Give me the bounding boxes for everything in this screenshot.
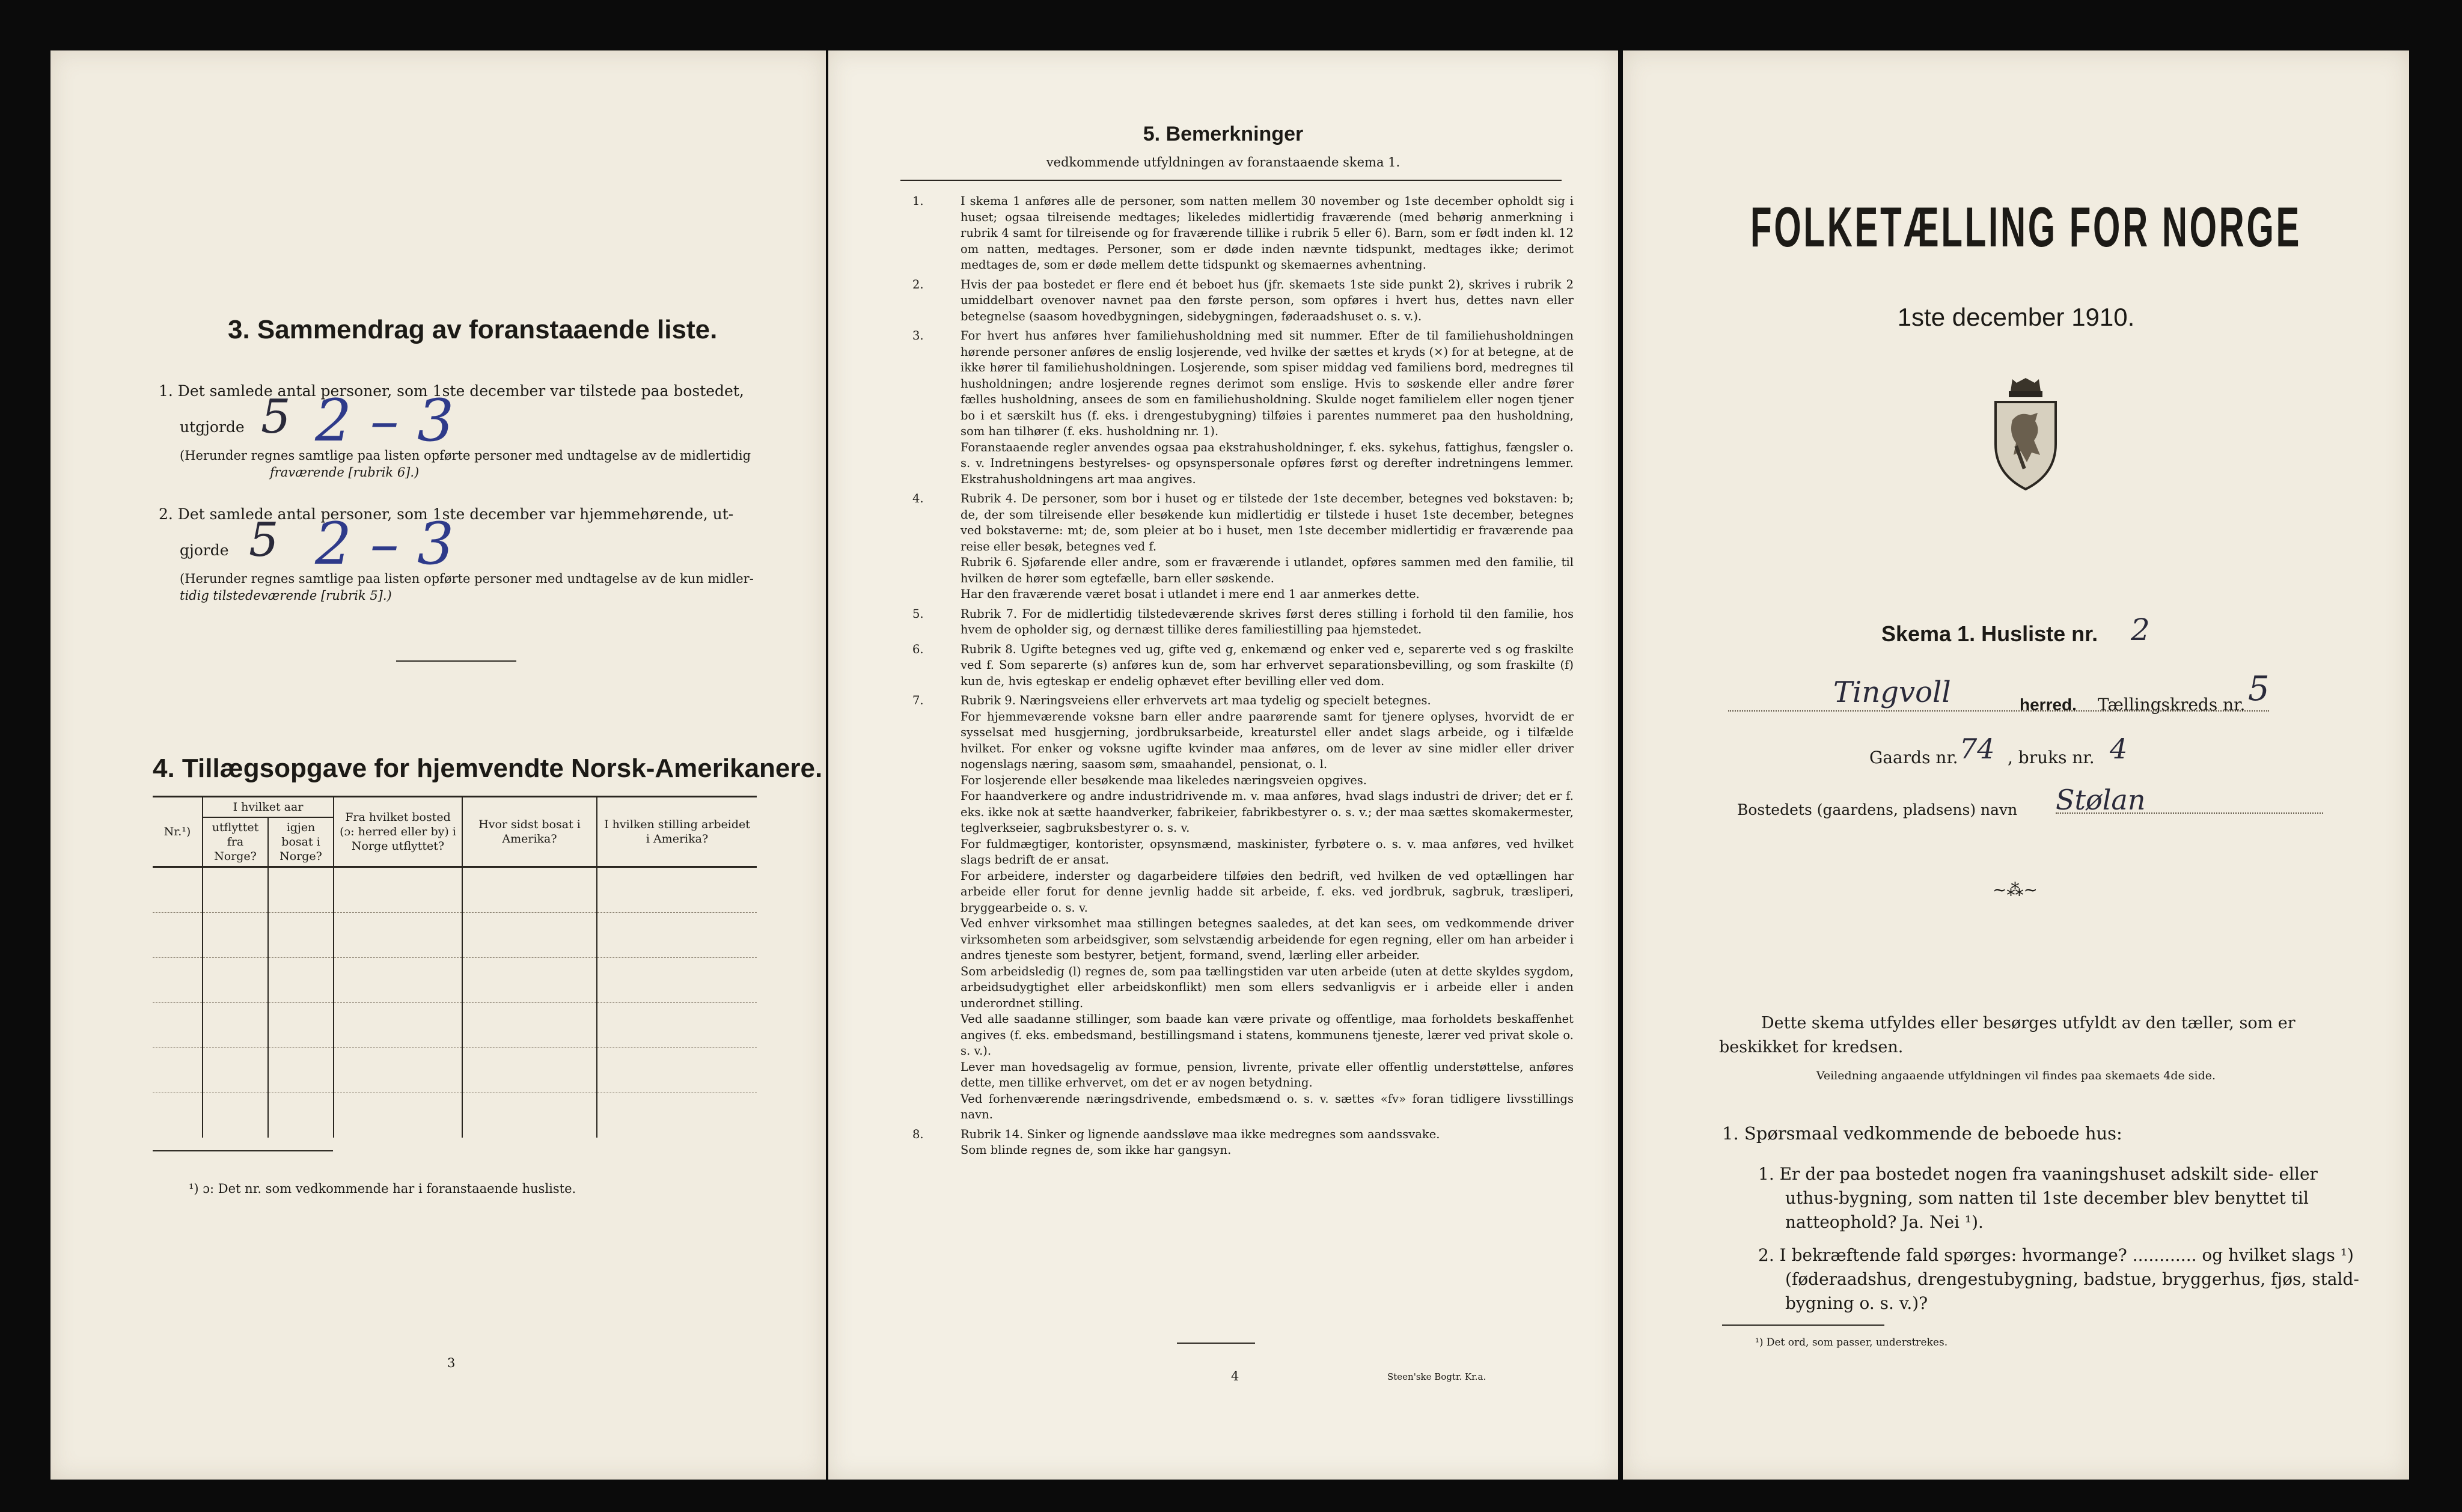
remark-text: Rubrik 8. Ugifte betegnes ved ug, gifte ved g, enkemænd og enker ved e, separerte ved s og fraskilte ved f. Som separerte (s) anføres kun de, som har erhvervet separationsbevilling, og som fraskilte (f) kun de, hvis egteskap er endelig ophævet efter bevilling eller ved dom. (961, 642, 1574, 688)
remark-text: I skema 1 anføres alle de personer, som natten mellem 30 november og 1ste december opholdt sig i huset; ogsaa tilreisende medtages; likeledes midlertidig fraværende (med behørig anmerkning i rubrik 4 samt for tilreisende og for fraværende tillike i rubrik 5 eller 6). Barn, som er født inden kl. 12 om natten, medtages. Personer, som er døde inden nævnte tidspunkt, medtages ikke; derimot medtages de, som er døde mellem dette tidspunkt og skemaernes avhentning. (961, 194, 1574, 272)
remark-number: 7. (912, 694, 924, 707)
ornament-divider: ~⁂~ (1993, 880, 2038, 900)
q1-2-line-b: (føderaadshus, drengestubygning, badstue, bryggerhus, fjøs, stald- (1785, 1269, 2359, 1289)
census-title: FOLKETÆLLING FOR NORGE (1750, 195, 2302, 258)
q1-1-line-a: 1. Er der paa bostedet nogen fra vaaningshuset adskilt side- eller (1758, 1164, 2318, 1184)
table-row (153, 1093, 757, 1138)
s3-item1-note-b: fraværende [rubrik 6].) (270, 465, 420, 480)
remark-item (912, 491, 1574, 603)
remark-text: Rubrik 9. Næringsveiens eller erhvervets art maa tydelig og specielt betegnes. For hjemmeværende voksne barn eller andre paarørende samt for tjenere oplyses, hvorvidt de er sysselsat med husgjerning, jordbruksarbeide, kreaturstel eller andet slags arbeide, og i tilfælde hvilket. For enker og voksne ugifte kvinder maa anføres, om de lever av sine midler eller driver nogenslags næring, saasom søm, smaahandel, pensionat, o. l. For losjerende eller besøkende maa likeledes næringsveien opgives. For haandverkere og andre industridrivende m. v. maa anføres, hvad slags industri de driver; det er f. eks. ikke nok at sætte haandverker, fabrikeier, fabrikbestyrer o. s. v.; der maa sættes skomakermester, teglverkseier, sagbruksbestyrer o. s. v. For fuldmægtiger, kontorister, opsynsmænd, maskinister, fyrbøtere o. s. v. maa anføres, ved hvilket slags bedrift de er ansat. For arbeidere, inderster og dagarbeidere tilføies den bedrift, ved hvilken de ved optællingen har arbeide eller forut for denne jevnlig hadde sit arbeide, f. eks. ved jordbruk, sagbruk, træsliperi, bryggearbeide o. s. v. Ved enhver virksomhet maa stillingen betegnes saaledes, at det kan sees, om vedkommende driver virksomheten som arbeidsgiver, som selvstændig arbeidende for egen regning, eller om han arbeider i andres tjeneste som bestyrer, betjent, formand, svend, lærling eller arbeider. Som arbeidsledig (l) regnes de, som paa tællingstiden var uten arbeide (uten at dette skyldes sygdom, arbeidsudygtighet eller arbeidskonflikt) men som ellers sedvanligvis er i arbeide eller i anden underordnet stilling. Ved alle saadanne stillinger, som baade kan være private og offentlige, maa forholdets beskaffenhet angives (f. eks. embedsmand, bestillingsmand i statens, kommunens tjeneste, lærer ved privat skole o. s. v.). Lever man hovedsagelig av formue, pension, livrente, private eller offentlig understøttelse, anføres dette, men tillike erhvervet, om det er av nogen betydning. Ved forhenværende næringsdrivende, embedsmænd o. s. v. sættes «fv» foran tidligere livsstillings navn. (961, 694, 1574, 1121)
gaards-value: 74 (1960, 733, 1995, 765)
remarks-subtitle: vedkommende utfyldningen av foranstaaende skema 1. (1046, 155, 1401, 169)
remark-item (912, 606, 1574, 638)
remark-item (912, 194, 1574, 273)
col-stilling: I hvilken stilling arbeidet i Amerika? (597, 797, 757, 866)
remark-item (912, 642, 1574, 690)
intro-note: Veiledning angaaende utfyldningen vil findes paa skemaets 4de side. (1816, 1069, 2216, 1082)
printer-mark: Steen'ske Bogtr. Kr.a. (1387, 1371, 1486, 1382)
s3-item2-note (180, 570, 817, 604)
s3-item2-hand: 2 – 3 (315, 510, 454, 578)
section-3-title: 3. Sammendrag av foranstaaende liste. (228, 315, 718, 344)
s3-item1-note (180, 447, 817, 481)
page-1-cover (1623, 50, 2409, 1480)
table-row (153, 958, 757, 1003)
s3-item1-hand: 2 – 3 (315, 387, 454, 454)
q1-1-line-b: uthus-bygning, som natten til 1ste december blev benyttet til (1785, 1188, 2309, 1208)
remark-number: 2. (912, 277, 924, 291)
q1-1-line-c: natteophold? Ja. Nei ¹). (1785, 1212, 1984, 1232)
footnote-rule (1722, 1325, 1884, 1326)
s3-item2-note-b: tidig tilstedeværende [rubrik 5].) (180, 588, 392, 603)
s3-item1-text: 1. Det samlede antal personer, som 1ste december var tilstede paa bostedet, (159, 382, 744, 400)
bruks-label: , bruks nr. (2008, 748, 2095, 767)
remark-number: 8. (912, 1127, 924, 1141)
footnote-rule (153, 1150, 333, 1151)
question-1-title: 1. Spørsmaal vedkommende de beboede hus: (1722, 1123, 2122, 1144)
intro-line-b: beskikket for kredsen. (1719, 1038, 1904, 1056)
remark-number: 6. (912, 642, 924, 656)
remark-number: 3. (912, 329, 924, 343)
table-row (153, 913, 757, 958)
remarks-rule (900, 180, 1562, 181)
col-nr: Nr.¹) (163, 825, 191, 838)
page-3 (50, 50, 826, 1480)
footnote: ¹) ɔ: Det nr. som vedkommende har i foranstaaende husliste. (189, 1181, 576, 1196)
table-row (153, 1003, 757, 1048)
remark-text: Rubrik 7. For de midlertidig tilstedeværende skrives først deres stilling i forhold til den familie, hos hvem de opholder sig, og dernæst tillike deres familiestilling paa hjemstedet. (961, 606, 1574, 636)
question-1-2 (1758, 1243, 2389, 1315)
remark-item (912, 1127, 1574, 1159)
herred-value: Tingvoll (1833, 675, 1951, 709)
section-4-title: 4. Tillægsopgave for hjemvendte Norsk-Amerikanere. (153, 754, 823, 783)
page-number: 3 (447, 1356, 456, 1370)
gaards-label: Gaards nr. (1869, 748, 1958, 767)
remark-item (912, 693, 1574, 1123)
norsk-amerikanere-table (153, 797, 757, 1138)
remark-item (912, 328, 1574, 487)
footnote: ¹) Det ord, som passer, understrekes. (1755, 1337, 1948, 1349)
s3-item2-text: 2. Det samlede antal personer, som 1ste december var hjemmehørende, ut- (159, 505, 734, 523)
remarks-end-rule (1177, 1343, 1255, 1344)
divider (396, 660, 516, 662)
remark-text: Rubrik 14. Sinker og lignende aandssløve maa ikke medregnes som aandssvake. Som blinde regnes de, som ikke har gangsyn. (961, 1127, 1440, 1157)
skema-label: Skema 1. Husliste nr. (1881, 621, 2098, 646)
s3-item1-value: 5 (261, 390, 291, 444)
question-1-1 (1758, 1162, 2389, 1234)
s3-item2-label: gjorde (180, 541, 229, 559)
q1-2-line-a: 2. I bekræftende fald spørges: hvormange? ............ og hvilket slags ¹) (1758, 1245, 2354, 1265)
remark-item (912, 277, 1574, 325)
table-row (153, 1048, 757, 1093)
remarks-title: 5. Bemerkninger (1143, 123, 1304, 145)
col-utflyttet: utflyttet fra Norge? (203, 817, 268, 866)
kreds-value: 5 (2248, 669, 2270, 709)
bosted-value: Stølan (2056, 784, 2146, 816)
s3-item1-label: utgjorde (180, 418, 245, 436)
col-fra-bosted: Fra hvilket bosted (ɔ: herred eller by) i Norge utflyttet? (334, 797, 462, 866)
q1-2-line-c: bygning o. s. v.)? (1785, 1293, 1928, 1313)
remark-number: 1. (912, 194, 924, 208)
bruks-value: 4 (2110, 733, 2128, 765)
remark-number: 5. (912, 606, 924, 621)
page-4 (828, 50, 1618, 1480)
table-row (153, 867, 757, 913)
bosted-label: Bostedets (gaardens, pladsens) navn (1737, 801, 2018, 818)
s3-item2-note-a: (Herunder regnes samtlige paa listen opførte personer med undtagelse av de kun midler- (180, 572, 754, 586)
s3-item2-value: 5 (249, 513, 279, 567)
page-number: 4 (1231, 1369, 1239, 1383)
s3-item1-note-a: (Herunder regnes samtlige paa listen opførte personer med undtagelse av de midlertidig (180, 448, 751, 463)
remark-text: For hvert hus anføres hver familiehusholdning med sit nummer. Efter de til familiehusholdningen hørende personer anføres de enslig losjerende, ved hvilke der sættes et kryds (×) for at betegne, at de ikke hører til familiehusholdningen. Losjerende, som spiser middag ved familiens bord, medregnes til husholdningen; andre losjerende regnes derimot som enslige. Hvis to søskende eller andre fører fælles husholdning, ansees de som en familiehusholdning. Skulde noget familielem eller nogen tjener bo i et særskilt hus (f. eks. i drengestubygning) tilføies i parentes nummeret paa den husholdning, som han tilhører (f. eks. husholdning nr. 1). Foranstaaende regler anvendes ogsaa paa ekstrahusholdninger, f. eks. sykehus, fattighus, fængsler o. s. v. Indretningens bestyrelses- og opsynspersonale opføres først og derefter indretningens lemmer. Ekstrahusholdningens art maa angives. (961, 329, 1574, 486)
remark-text: Rubrik 4. De personer, som bor i huset og er tilstede der 1ste december, betegnes ved bokstaven: b; de, der som tilreisende eller besøkende kun midlertidig er tilstede i huset 1ste december, betegnes ved bokstaverne: mt; de, som pleier at bo i huset, men 1ste december midlertidig er fraværende paa reise eller besøk, betegnes ved f. Rubrik 6. Sjøfarende eller andre, som er fraværende i utlandet, opføres sammen med den familie, til hvilken de hører som egtefælle, barn eller søskende. Har den fraværende været bosat i utlandet i mere end 1 aar anmerkes dette. (961, 492, 1574, 601)
herred-label: herred. (2020, 695, 2077, 714)
remark-number: 4. (912, 492, 924, 505)
col-hvor-bosat: Hvor sidst bosat i Amerika? (462, 797, 597, 866)
husliste-nr: 2 (2131, 612, 2150, 647)
col-igjen-bosat: igjen bosat i Norge? (268, 817, 334, 866)
coat-of-arms-icon (1984, 378, 2068, 492)
remarks-list (912, 194, 1574, 1162)
col-group-aar: I hvilket aar (203, 797, 334, 817)
intro-line-a: Dette skema utfyldes eller besørges utfyldt av den tæller, som er (1761, 1014, 2296, 1032)
census-date: 1ste december 1910. (1897, 303, 2135, 331)
kreds-label: Tællingskreds nr. (2098, 695, 2246, 715)
remark-text: Hvis der paa bostedet er flere end ét beboet hus (jfr. skemaets 1ste side punkt 2), skrives i rubrik 2 umiddelbart ovenover navnet paa den første person, som opføres i hvert hus, dettes navn eller betegnelse (saasom hovedbygningen, sidebygningen, føderaadshuset o. s. v.). (961, 277, 1574, 323)
